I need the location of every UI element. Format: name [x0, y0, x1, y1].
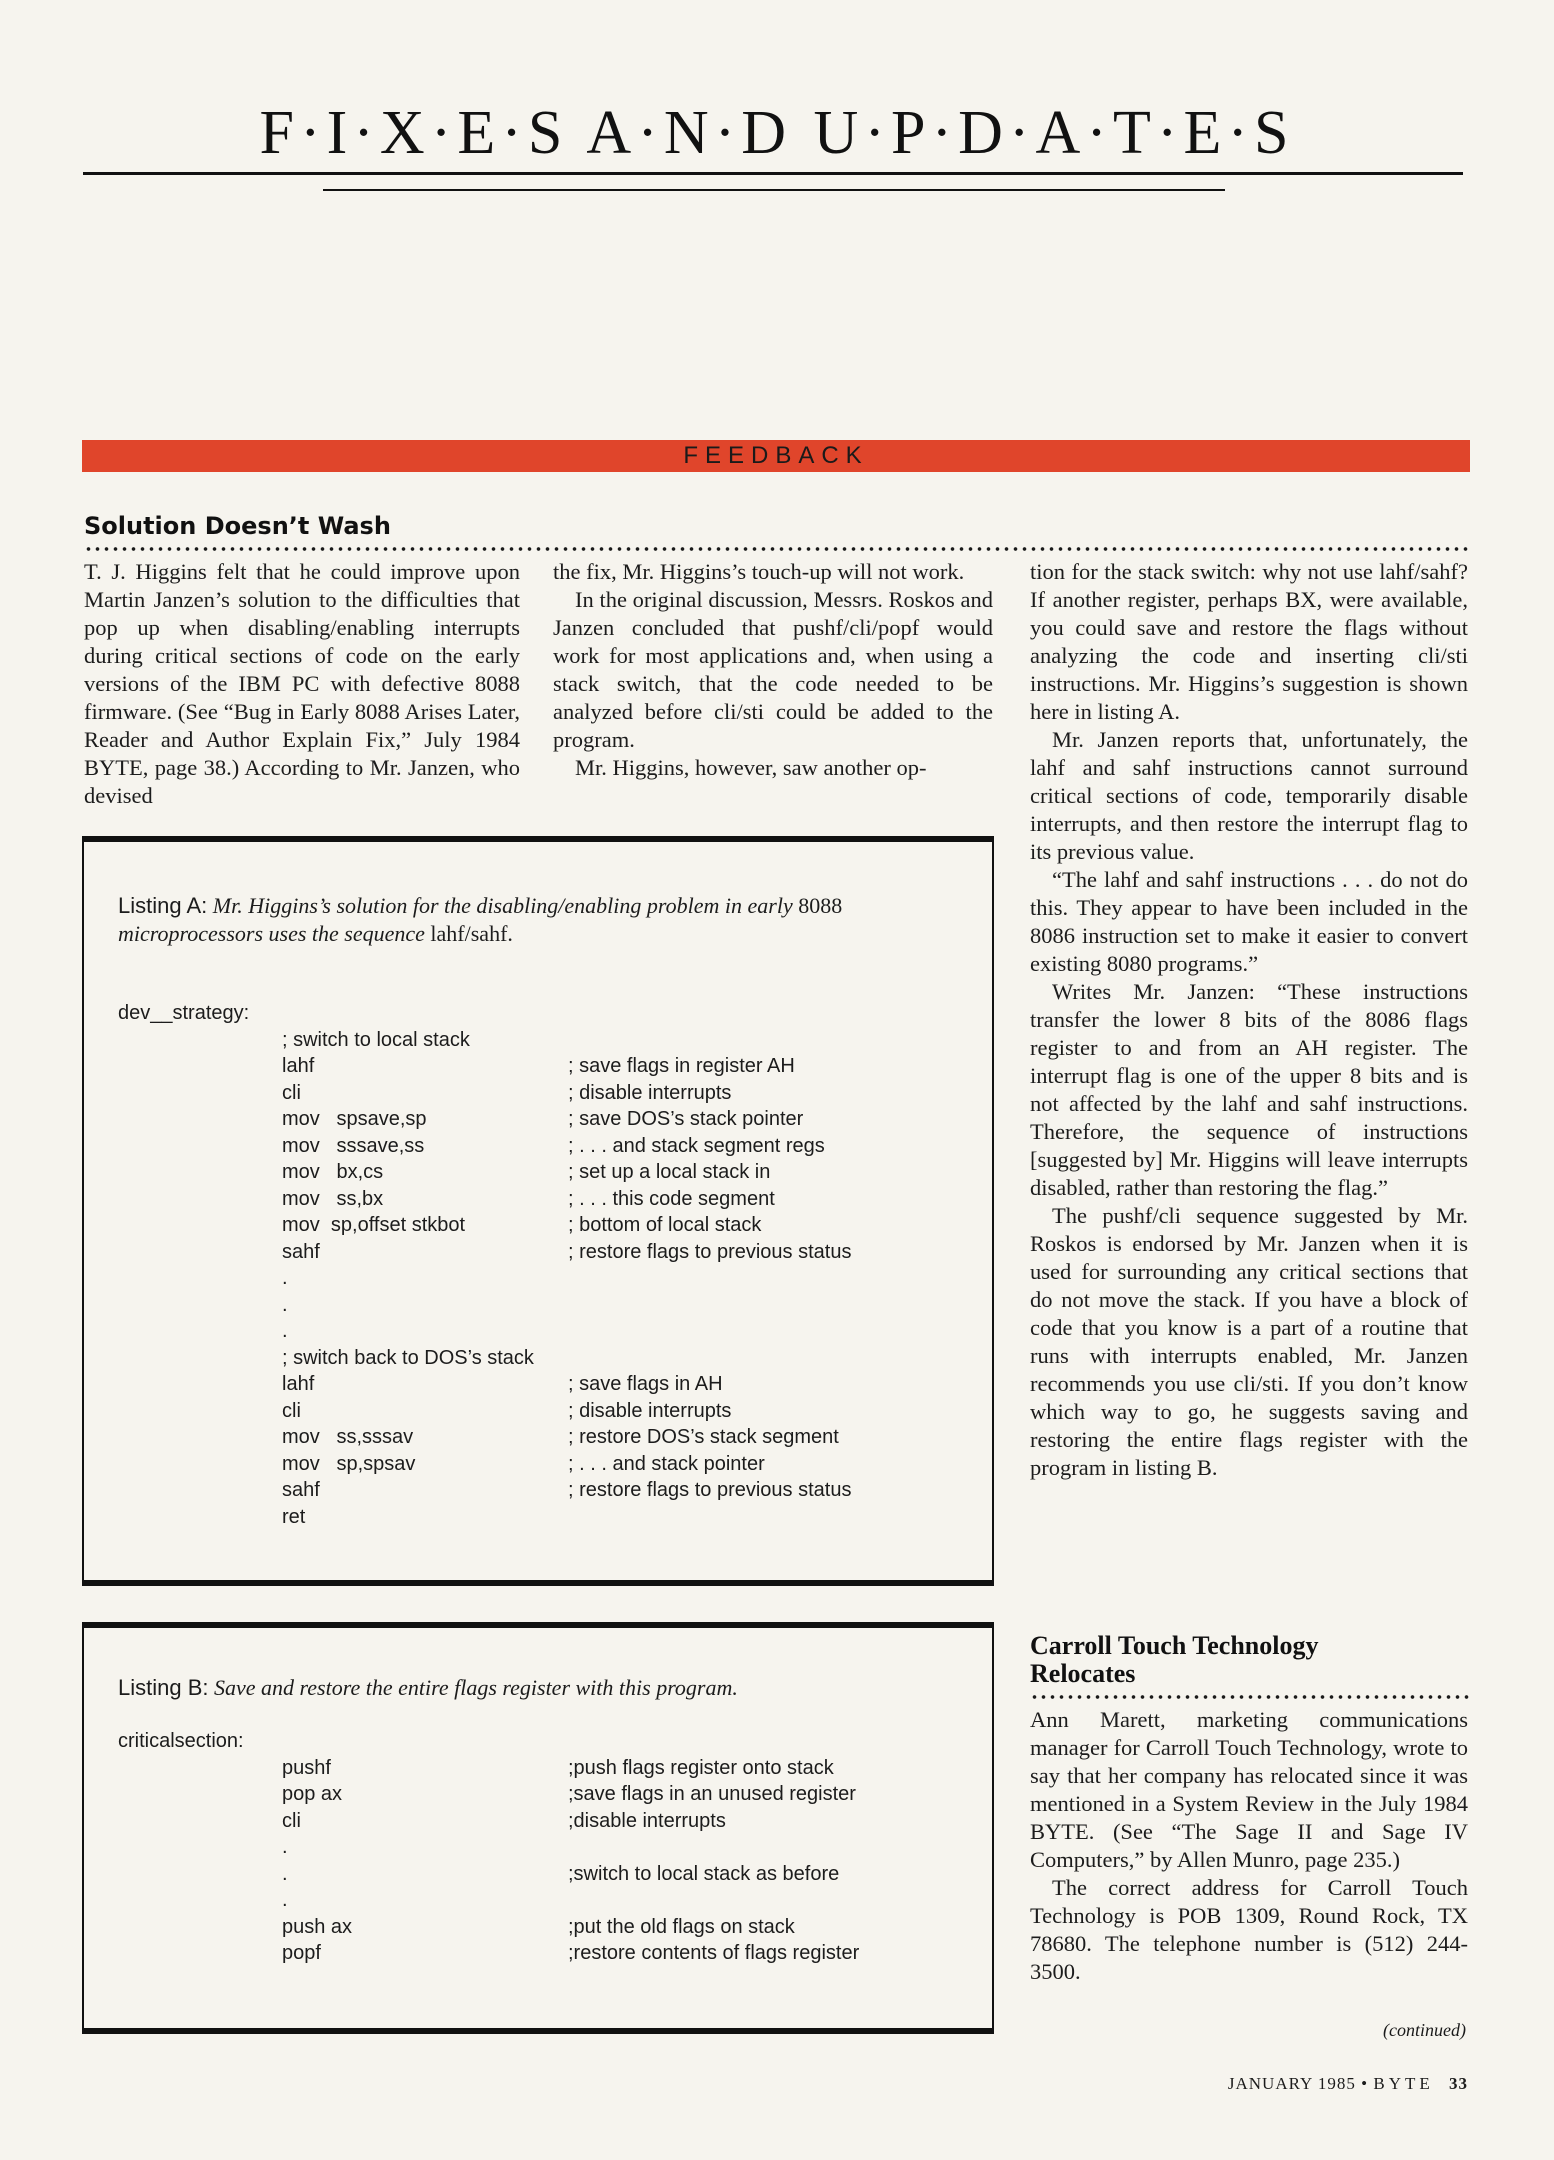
code-line — [118, 1080, 978, 1107]
code-line — [118, 1345, 978, 1372]
footer-page-number: 33 — [1449, 2074, 1468, 2093]
code-instruction: mov sp,offset stkbot — [282, 1214, 466, 1236]
code-line — [118, 1027, 978, 1054]
listing-a-label: Listing A: — [118, 893, 208, 918]
feedback-banner — [82, 440, 1470, 472]
code-comment: ; . . . and stack segment regs — [568, 1134, 825, 1157]
dotted-rule — [84, 546, 1470, 552]
code-instruction: mov sp,spsav — [282, 1452, 416, 1475]
listing-a-caption-text: Mr. Higgins’s solution for the disabling/enabling problem in early — [212, 893, 793, 918]
footer-bullet: • — [1361, 2074, 1369, 2093]
masthead-rule-thick — [83, 172, 1463, 175]
listing-a-caption — [118, 892, 938, 948]
footer-issue: JANUARY 1985 — [1227, 2074, 1356, 2093]
code-line — [118, 1728, 978, 1755]
article1-col3-paragraph-3: “The lahf and sahf instructions . . . do not do this. They appear to have been included in the 8086 instruction set to make it easier to convert existing 8080 programs.” — [1030, 867, 1468, 976]
code-line — [118, 1755, 978, 1782]
listing-a-caption-number: 8088 — [798, 893, 843, 918]
code-instruction: . — [282, 1267, 288, 1289]
code-instruction: . — [282, 1862, 288, 1885]
code-line — [118, 1940, 978, 1967]
article2-paragraph-2: The correct address for Carroll Touch Technology is POB 1309, Round Rock, TX 78680. The telephone number is (512) 244-3500. — [1030, 1875, 1468, 1984]
code-line — [118, 1424, 978, 1451]
code-comment: ;disable interrupts — [568, 1809, 726, 1832]
code-comment: ; save flags in register AH — [568, 1055, 795, 1077]
listing-a-code — [118, 1000, 978, 1530]
code-instruction: ; switch to local stack — [282, 1028, 470, 1051]
code-comment: ; restore flags to previous status — [568, 1240, 852, 1263]
code-instruction: push ax — [282, 1915, 353, 1938]
listing-a-caption-code: lahf/sahf. — [430, 921, 513, 946]
code-line — [118, 1371, 978, 1398]
masthead-rule-thin — [323, 189, 1225, 191]
code-comment: ;restore contents of flags register — [568, 1942, 860, 1964]
article1-col1-paragraph: T. J. Higgins felt that he could improve upon Martin Janzen’s solution to the difficulties that pop up when disabling/enabling interrupts during critical sections of code on the early versions of the IBM PC with defective 8088 firmware. (See “Bug in Early 8088 Arises Later, Reader and Author Explain Fix,” July 1984 BYTE, page 38.) According to Mr. Janzen, who devised — [84, 559, 520, 808]
footer-magazine: BYTE — [1373, 2074, 1434, 2093]
article1-column-3 — [1030, 558, 1468, 1482]
feedback-banner-label: FEEDBACK — [683, 442, 869, 469]
code-instruction: sahf — [282, 1479, 320, 1501]
code-line — [118, 1000, 978, 1027]
article1-column-1 — [84, 558, 520, 810]
article2-title-line-1: Carroll Touch Technology — [1030, 1631, 1319, 1660]
code-instruction: . — [282, 1889, 288, 1911]
code-instruction: lahf — [282, 1055, 315, 1077]
article2-paragraph-1: Ann Marett, marketing communications manager for Carroll Touch Technology, wrote to say that her company has relocated since it was mentioned in a System Review in the July 1984 BYTE. (See “The Sage II and Sage IV Computers,” by Allen Munro, page 235.) — [1030, 1707, 1468, 1872]
dotted-rule-2 — [1030, 1694, 1470, 1700]
code-instruction: sahf — [282, 1240, 320, 1263]
code-line — [118, 1053, 978, 1080]
code-instruction: mov bx,cs — [282, 1161, 384, 1183]
code-line — [118, 1292, 978, 1319]
article-title-carroll — [1030, 1632, 1319, 1688]
code-line — [118, 1318, 978, 1345]
code-comment: ;put the old flags on stack — [568, 1915, 795, 1938]
code-line — [118, 1914, 978, 1941]
code-instruction: cli — [282, 1399, 301, 1422]
code-comment: ; . . . this code segment — [568, 1187, 775, 1210]
code-comment: ; save flags in AH — [568, 1373, 723, 1395]
code-instruction: . — [282, 1320, 288, 1342]
code-instruction: mov sssave,ss — [282, 1134, 425, 1157]
article1-column-2 — [553, 558, 993, 782]
code-comment: ;switch to local stack as before — [568, 1862, 840, 1885]
article2-body — [1030, 1706, 1468, 1986]
code-instruction: cli — [282, 1809, 301, 1832]
code-line — [118, 1239, 978, 1266]
code-line — [118, 1133, 978, 1160]
article1-col3-paragraph-4: Writes Mr. Janzen: “These instructions transfer the lower 8 bits of the 8086 flags register to and from an AH register. The interrupt flag is one of the upper 8 bits and is not affected by the lahf and sahf instructions. Therefore, the sequence of instructions [suggested by] Mr. Higgins will leave interrupts disabled, rather than restoring the flag.” — [1030, 979, 1468, 1200]
article1-col2-paragraph-3: Mr. Higgins, however, saw another op- — [575, 755, 927, 780]
code-line — [118, 1834, 978, 1861]
article1-col2-paragraph-2: In the original discussion, Messrs. Roskos and Janzen concluded that pushf/cli/popf would work for most applications and, when using a stack switch, that the code needed to be analyzed before cli/sti could be added to the program. — [553, 587, 993, 752]
code-line — [118, 1861, 978, 1888]
code-line — [118, 1186, 978, 1213]
code-instruction: . — [282, 1836, 288, 1858]
listing-b-box — [82, 1622, 994, 2034]
code-line — [118, 1212, 978, 1239]
listing-b-caption-text: Save and restore the entire flags register with this program. — [214, 1675, 738, 1700]
code-comment: ; bottom of local stack — [568, 1214, 762, 1236]
code-instruction: mov ss,bx — [282, 1187, 384, 1210]
listing-b-caption — [118, 1674, 938, 1702]
code-comment: ; disable interrupts — [568, 1081, 732, 1104]
code-label: dev__strategy: — [118, 1002, 250, 1024]
code-instruction: pop ax — [282, 1783, 343, 1805]
article1-col3-paragraph-5: The pushf/cli sequence suggested by Mr. Roskos is endorsed by Mr. Janzen when it is used for surrounding any critical sections that do not move the stack. If you have a block of code that you know is a part of a routine that runs with interrupts enabled, Mr. Janzen recommends you use cli/sti. If you don’t know which way to go, he suggests saving and restoring the entire flags register with the program in listing B. — [1030, 1203, 1468, 1480]
code-comment: ;save flags in an unused register — [568, 1783, 856, 1805]
continued-note: (continued) — [1383, 2020, 1466, 2040]
code-line — [118, 1451, 978, 1478]
article2-title-line-2: Relocates — [1030, 1659, 1136, 1688]
listing-b-code — [118, 1728, 978, 1967]
listing-a-box — [82, 836, 994, 1586]
article1-col3-paragraph-2: Mr. Janzen reports that, unfortunately, the lahf and sahf instructions cannot surround critical sections of code, temporarily disable interrupts, and then restore the interrupt flag to its previous value. — [1030, 727, 1468, 864]
code-line — [118, 1477, 978, 1504]
page-footer — [1150, 2074, 1468, 2094]
code-line — [118, 1781, 978, 1808]
code-comment: ; restore flags to previous status — [568, 1479, 852, 1501]
code-instruction: cli — [282, 1081, 301, 1104]
code-comment: ; . . . and stack pointer — [568, 1452, 765, 1475]
code-line — [118, 1265, 978, 1292]
code-instruction: popf — [282, 1942, 321, 1964]
article-title-solution: Solution Doesn’t Wash — [84, 512, 391, 540]
code-line — [118, 1808, 978, 1835]
code-line — [118, 1159, 978, 1186]
code-instruction: ; switch back to DOS’s stack — [282, 1346, 534, 1369]
page-masthead: F·I·X·E·S A·N·D U·P·D·A·T·E·S — [259, 99, 1295, 167]
code-instruction: . — [282, 1293, 288, 1316]
code-line — [118, 1398, 978, 1425]
code-line — [118, 1504, 978, 1531]
code-instruction: pushf — [282, 1756, 331, 1779]
code-label: criticalsection: — [118, 1730, 244, 1752]
listing-a-caption-text-2: microprocessors uses the sequence — [118, 921, 425, 946]
code-instruction: ret — [282, 1505, 306, 1528]
code-instruction: mov spsave,sp — [282, 1108, 427, 1130]
code-comment: ; save DOS’s stack pointer — [568, 1108, 804, 1130]
code-comment: ;push flags register onto stack — [568, 1756, 834, 1779]
code-comment: ; restore DOS’s stack segment — [568, 1426, 839, 1448]
code-comment: ; disable interrupts — [568, 1399, 732, 1422]
code-line — [118, 1106, 978, 1133]
article1-col2-paragraph-1: the fix, Mr. Higgins’s touch-up will not work. — [553, 559, 965, 584]
code-line — [118, 1887, 978, 1914]
listing-b-label: Listing B: — [118, 1675, 209, 1700]
code-instruction: lahf — [282, 1373, 315, 1395]
article1-col3-paragraph-1: tion for the stack switch: why not use lahf/sahf? If another register, perhaps BX, were available, you could save and restore the flags without analyzing the code and inserting cli/sti instructions. Mr. Higgins’s suggestion is shown here in listing A. — [1030, 559, 1468, 724]
code-instruction: mov ss,sssav — [282, 1426, 414, 1448]
code-comment: ; set up a local stack in — [568, 1161, 771, 1183]
